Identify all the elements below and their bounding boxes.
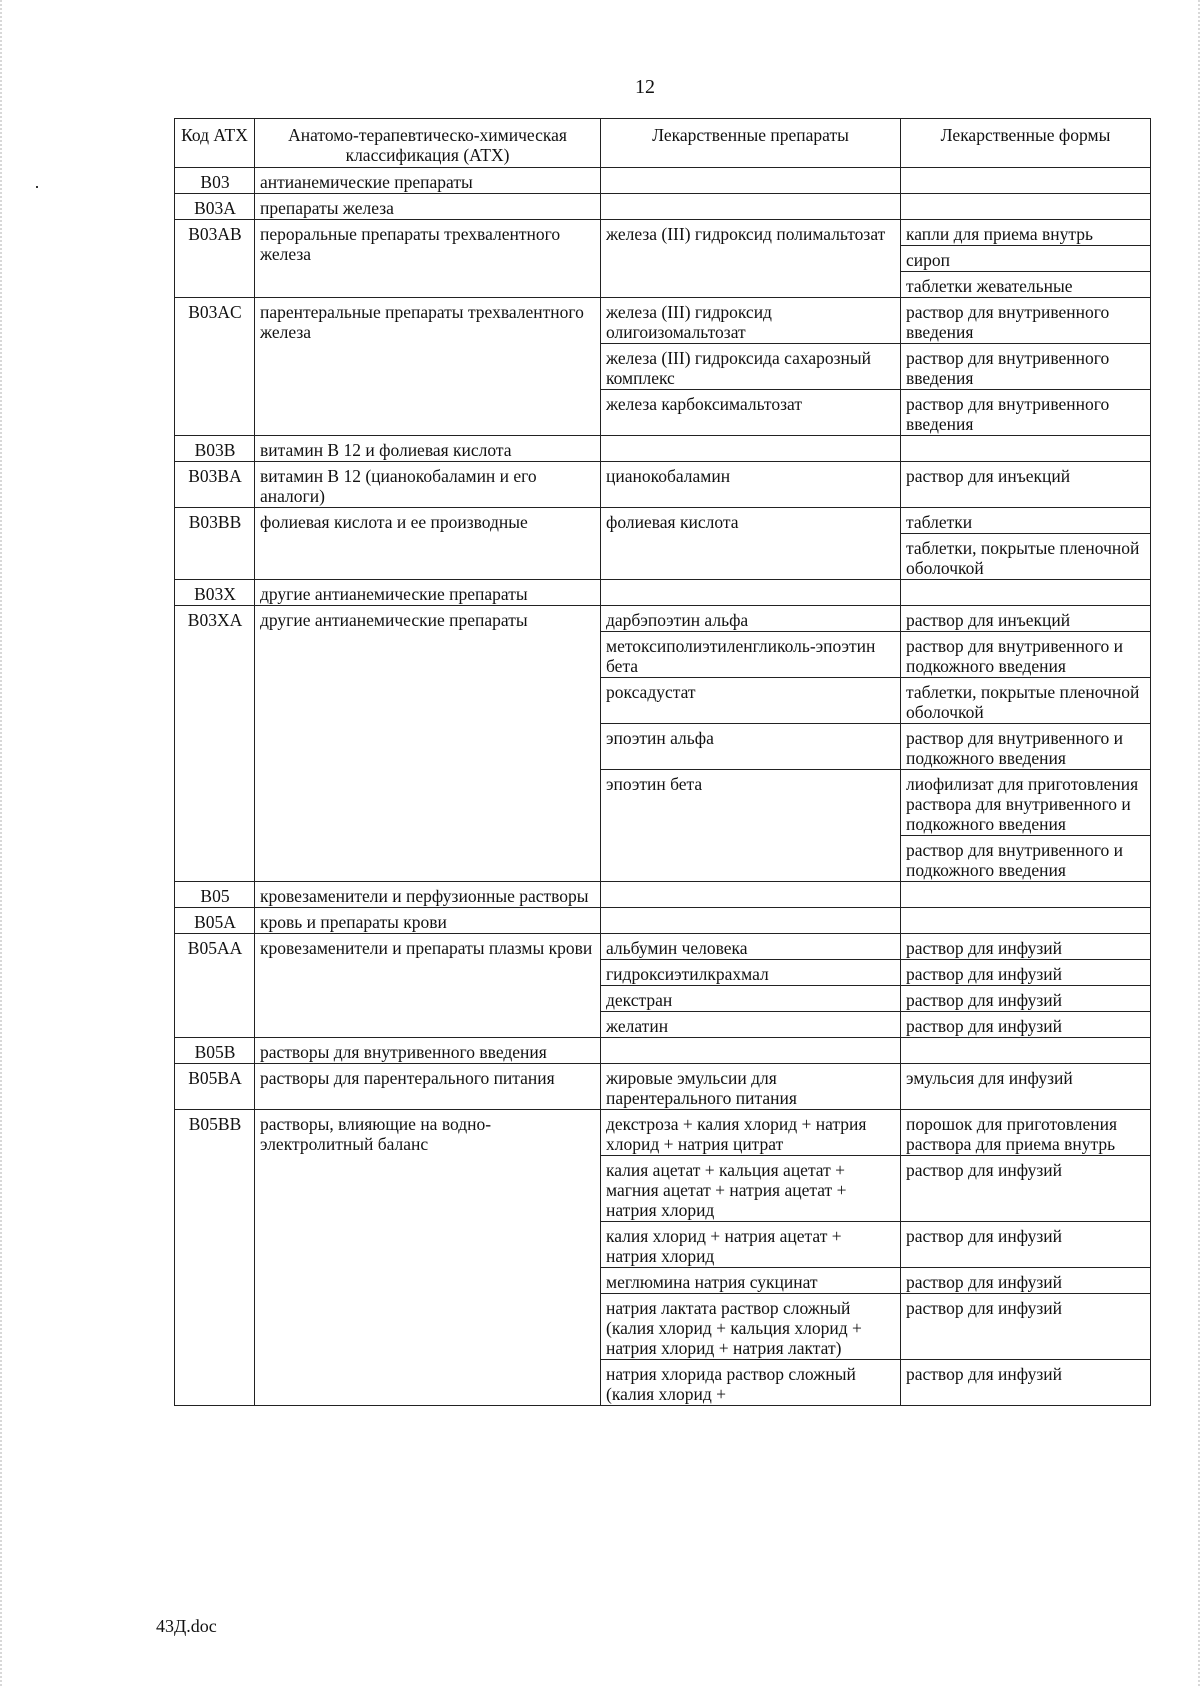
dosage-form	[901, 908, 1151, 934]
dosage-form: раствор для внутривенного введения	[901, 298, 1151, 344]
footer-filename: 43Д.doc	[156, 1616, 217, 1636]
drug-name: дарбэпоэтин альфа	[601, 606, 901, 632]
header-forms: Лекарственные формы	[901, 119, 1151, 168]
drug-name: железа (III) гидроксид полимальтозат	[601, 220, 901, 298]
dosage-form: капли для приема внутрь	[901, 220, 1151, 246]
dosage-form	[901, 882, 1151, 908]
dosage-form: раствор для инфузий	[901, 1360, 1151, 1406]
drug-name	[601, 908, 901, 934]
drug-name: желатин	[601, 1012, 901, 1038]
atc-code: B03BB	[175, 508, 255, 580]
atc-classification: пероральные препараты трехвалентного железа	[255, 220, 601, 298]
drug-name: калия ацетат + кальция ацетат + магния ацетат + натрия ацетат + натрия хлорид	[601, 1156, 901, 1222]
table-row	[175, 1110, 1151, 1156]
drug-name: калия хлорид + натрия ацетат + натрия хлорид	[601, 1222, 901, 1268]
drug-name	[601, 1038, 901, 1064]
dosage-form: раствор для внутривенного и подкожного введения	[901, 724, 1151, 770]
drug-name	[601, 580, 901, 606]
drug-name: декстроза + калия хлорид + натрия хлорид + натрия цитрат	[601, 1110, 901, 1156]
atc-classification: другие антианемические препараты	[255, 580, 601, 606]
atc-code: B05A	[175, 908, 255, 934]
dosage-form	[901, 436, 1151, 462]
table-header-row	[175, 119, 1151, 168]
drug-name	[601, 882, 901, 908]
dosage-form: раствор для внутривенного и подкожного введения	[901, 836, 1151, 882]
atc-classification: растворы для парентерального питания	[255, 1064, 601, 1110]
atc-classification: препараты железа	[255, 194, 601, 220]
dosage-form: таблетки, покрытые пленочной оболочкой	[901, 678, 1151, 724]
table-row	[175, 168, 1151, 194]
scan-edge-right	[1192, 0, 1200, 1686]
scan-edge-left	[0, 0, 8, 1686]
drug-name: меглюмина натрия сукцинат	[601, 1268, 901, 1294]
table-row	[175, 508, 1151, 534]
atc-code: B03AC	[175, 298, 255, 436]
table-row	[175, 436, 1151, 462]
atc-classification: витамин B 12 и фолиевая кислота	[255, 436, 601, 462]
atc-classification: антианемические препараты	[255, 168, 601, 194]
atc-code: B03A	[175, 194, 255, 220]
dosage-form: раствор для инъекций	[901, 462, 1151, 508]
dosage-form: раствор для инъекций	[901, 606, 1151, 632]
dosage-form: раствор для инфузий	[901, 960, 1151, 986]
atc-code: B03B	[175, 436, 255, 462]
atc-classification: растворы для внутривенного введения	[255, 1038, 601, 1064]
atc-classification: кровь и препараты крови	[255, 908, 601, 934]
dosage-form: раствор для инфузий	[901, 986, 1151, 1012]
dosage-form: порошок для приготовления раствора для приема внутрь	[901, 1110, 1151, 1156]
scan-speck	[36, 186, 38, 188]
drug-name: метоксиполиэтиленгликоль-эпоэтин бета	[601, 632, 901, 678]
drug-name: железа карбоксимальтозат	[601, 390, 901, 436]
header-code: Код АТХ	[175, 119, 255, 168]
drug-name: фолиевая кислота	[601, 508, 901, 580]
table-row	[175, 194, 1151, 220]
drug-name	[601, 436, 901, 462]
dosage-form: таблетки, покрытые пленочной оболочкой	[901, 534, 1151, 580]
dosage-form	[901, 580, 1151, 606]
drug-name: жировые эмульсии для парентерального питания	[601, 1064, 901, 1110]
dosage-form: эмульсия для инфузий	[901, 1064, 1151, 1110]
table-row	[175, 580, 1151, 606]
atc-code: B05BA	[175, 1064, 255, 1110]
table-row	[175, 934, 1151, 960]
atc-code: B03	[175, 168, 255, 194]
atc-classification: другие антианемические препараты	[255, 606, 601, 882]
dosage-form: раствор для инфузий	[901, 1268, 1151, 1294]
atc-code: B05BB	[175, 1110, 255, 1406]
atc-classification: парентеральные препараты трехвалентного железа	[255, 298, 601, 436]
header-drugs: Лекарственные препараты	[601, 119, 901, 168]
atc-classification: кровезаменители и перфузионные растворы	[255, 882, 601, 908]
dosage-form	[901, 1038, 1151, 1064]
atc-code: B03BA	[175, 462, 255, 508]
dosage-form: раствор для внутривенного введения	[901, 390, 1151, 436]
header-classification: Анатомо-терапевтическо-химическая классификация (АТХ)	[255, 119, 601, 168]
table-row	[175, 462, 1151, 508]
drug-name: эпоэтин бета	[601, 770, 901, 882]
table-row	[175, 298, 1151, 344]
drug-name	[601, 168, 901, 194]
drug-name: натрия хлорида раствор сложный (калия хлорид +	[601, 1360, 901, 1406]
dosage-form: раствор для инфузий	[901, 1156, 1151, 1222]
atc-code: B05	[175, 882, 255, 908]
dosage-form: сироп	[901, 246, 1151, 272]
table-row	[175, 220, 1151, 246]
atc-classification: кровезаменители и препараты плазмы крови	[255, 934, 601, 1038]
dosage-form	[901, 194, 1151, 220]
dosage-form: раствор для инфузий	[901, 1222, 1151, 1268]
atc-classification: фолиевая кислота и ее производные	[255, 508, 601, 580]
table-row	[175, 606, 1151, 632]
dosage-form: раствор для внутривенного введения	[901, 344, 1151, 390]
atc-code: B03XA	[175, 606, 255, 882]
table-row	[175, 882, 1151, 908]
dosage-form: лиофилизат для приготовления раствора для внутривенного и подкожного введения	[901, 770, 1151, 836]
atc-code: B03AB	[175, 220, 255, 298]
atc-table	[174, 118, 1151, 1406]
table-row	[175, 1064, 1151, 1110]
drug-name: роксадустат	[601, 678, 901, 724]
drug-name: железа (III) гидроксида сахарозный комплекс	[601, 344, 901, 390]
table-row	[175, 1038, 1151, 1064]
drug-name	[601, 194, 901, 220]
dosage-form: раствор для инфузий	[901, 1012, 1151, 1038]
drug-name: натрия лактата раствор сложный (калия хлорид + кальция хлорид + натрия хлорид + натрия лактат)	[601, 1294, 901, 1360]
atc-classification: растворы, влияющие на водно-электролитный баланс	[255, 1110, 601, 1406]
page-number: 12	[635, 76, 655, 98]
atc-code: B03X	[175, 580, 255, 606]
drug-name: альбумин человека	[601, 934, 901, 960]
dosage-form: раствор для инфузий	[901, 1294, 1151, 1360]
drug-name: декстран	[601, 986, 901, 1012]
dosage-form	[901, 168, 1151, 194]
atc-classification: витамин B 12 (цианокобаламин и его аналоги)	[255, 462, 601, 508]
atc-code: B05AA	[175, 934, 255, 1038]
drug-name: гидроксиэтилкрахмал	[601, 960, 901, 986]
dosage-form: таблетки	[901, 508, 1151, 534]
dosage-form: таблетки жевательные	[901, 272, 1151, 298]
drug-name: цианокобаламин	[601, 462, 901, 508]
atc-table-body	[175, 168, 1151, 1406]
dosage-form: раствор для внутривенного и подкожного введения	[901, 632, 1151, 678]
drug-name: железа (III) гидроксид олигоизомальтозат	[601, 298, 901, 344]
dosage-form: раствор для инфузий	[901, 934, 1151, 960]
atc-code: B05B	[175, 1038, 255, 1064]
table-row	[175, 908, 1151, 934]
drug-name: эпоэтин альфа	[601, 724, 901, 770]
